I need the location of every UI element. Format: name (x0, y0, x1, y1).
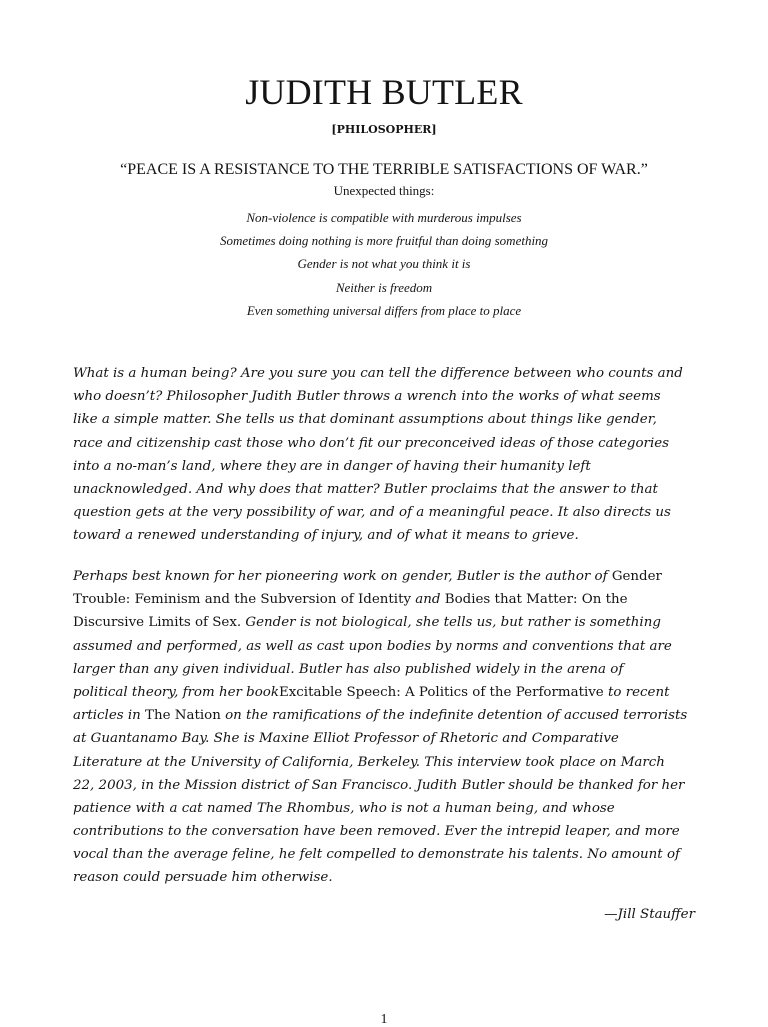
list-item: Gender is not what you think it is (297, 256, 471, 272)
list-item: Sometimes doing nothing is more fruitful than doing something (219, 233, 549, 249)
list-item: Non-violence is compatible with murderous impulses (246, 210, 522, 225)
paragraph-line: toward a renewed understanding of injury, and of what it means to grieve. (73, 528, 579, 544)
paragraph-line: question gets at the very possibility of war, and of a meaningful peace. It also directs us (73, 505, 671, 521)
book-title: Trouble: Feminism and the Subversion of Identity (73, 592, 412, 608)
pull-quote: “PEACE IS A RESISTANCE TO THE TERRIBLE SATISFACTIONS OF WAR.” (120, 161, 648, 178)
paragraph-line: What is a human being? Are you sure you can tell the difference between who counts and (73, 366, 683, 381)
paragraph-line: Literature at the University of California, Berkeley. This interview took place on March (73, 754, 665, 770)
paragraph-line: at Guantanamo Bay. She is Maxine Elliot Professor of Rhetoric and Comparative (73, 731, 619, 747)
book-title: Bodies that Matter: On the (444, 592, 628, 608)
paragraph-line (73, 565, 695, 588)
paragraph-text: . Gender is not biological, she tells us, but rather is something (236, 615, 661, 631)
unexpected-things-heading: Unexpected things: (333, 183, 435, 198)
paragraph-line: 22, 2003, in the Mission district of San Francisco. Judith Butler should be thanked for her (73, 777, 685, 793)
paragraph-text: articles in (73, 708, 146, 724)
list-item: Even something universal differs from place to place (246, 302, 522, 318)
paragraph-line: patience with a cat named The Rhombus, who is not a human being, and whose (73, 800, 615, 816)
page-title: JUDITH BUTLER (245, 72, 523, 112)
paragraph-line: into a no-man’s land, where they are in danger of having their humanity left (73, 458, 591, 474)
paragraph-line: race and citizenship cast those who don’t fit our preconceived ideas of those categories (73, 435, 670, 451)
paragraph-text: political theory, from her book (73, 684, 279, 700)
list-item: Neither is freedom (335, 279, 433, 295)
paragraph-text: to recent (603, 684, 670, 700)
paragraph-line: contributions to the conversation have been removed. Ever the intrepid leaper, and more (73, 824, 680, 840)
paragraph-line: assumed and performed, as well as cast upon bodies by norms and conventions that are (73, 638, 672, 654)
book-title: Excitable Speech: A Politics of the Performative (278, 684, 604, 700)
book-title: Gender (611, 569, 662, 584)
paragraph-text: and (411, 592, 445, 608)
intro-paragraph-2 (73, 565, 695, 890)
paragraph-line: who doesn’t? Philosopher Judith Butler throws a wrench into the works of what seems (73, 389, 661, 405)
paragraph-text: on the ramifications of the indefinite detention of accused terrorists (220, 708, 688, 724)
unexpected-things-list (0, 206, 768, 322)
paragraph-line (73, 588, 695, 611)
publication-title: The Nation (145, 708, 221, 724)
page-number: 1 (380, 1012, 388, 1027)
intro-paragraph-1 (73, 362, 695, 548)
paragraph-line: larger than any given individual. Butler has also published widely in the arena of (73, 661, 624, 677)
paragraph-line: reason could persuade him otherwise. (73, 870, 333, 886)
paragraph-line: unacknowledged. And why does that matter? Butler proclaims that the answer to that (73, 481, 658, 497)
paragraph-line (73, 704, 695, 727)
paragraph-line: like a simple matter. She tells us that dominant assumptions about things like gender, (73, 412, 657, 428)
page-subtitle: [PHILOSOPHER] (331, 123, 437, 136)
paragraph-line (73, 611, 695, 634)
paragraph-line (73, 681, 695, 704)
book-title: Discursive Limits of Sex (73, 615, 237, 631)
paragraph-line: vocal than the average feline, he felt compelled to demonstrate his talents. No amount of (73, 847, 680, 863)
paragraph-text: Perhaps best known for her pioneering work on gender, Butler is the author of (73, 569, 612, 584)
author-signature: —Jill Stauffer (604, 907, 695, 922)
